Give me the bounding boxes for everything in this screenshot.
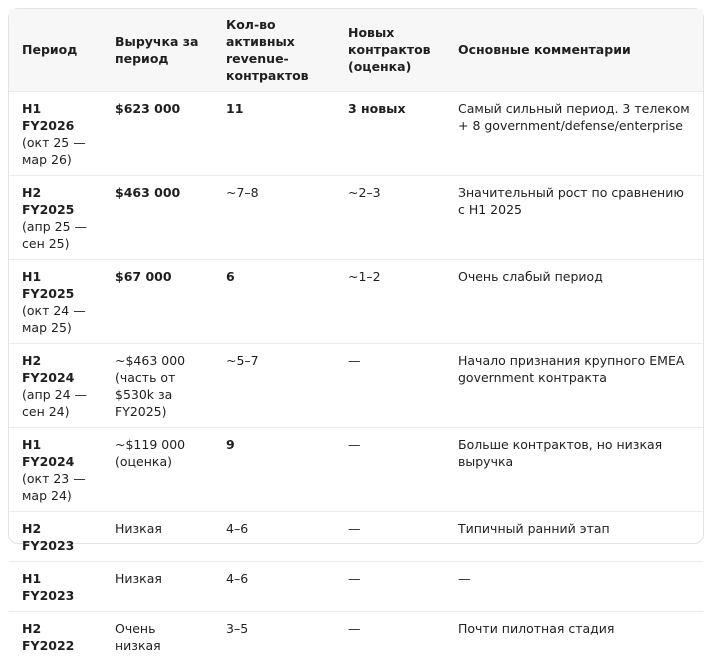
period-label: H2 FY2023 (22, 520, 75, 553)
cell-revenue: $67 000 (102, 259, 213, 343)
cell-period (9, 611, 102, 661)
cell-comment: Типичный ранний этап (445, 511, 703, 561)
header-row (9, 9, 703, 91)
cell-period (9, 427, 102, 511)
period-label: H2 FY2022 (22, 620, 75, 653)
cell-new-contracts: — (335, 561, 445, 611)
table-row (9, 259, 703, 343)
cell-new-contracts: — (335, 343, 445, 427)
cell-revenue: ~$463 000 (часть от $530k за FY2025) (102, 343, 213, 427)
table-row (9, 611, 703, 661)
cell-active-contracts: ~7–8 (213, 175, 335, 259)
cell-active-contracts: 11 (213, 91, 335, 175)
table-row (9, 343, 703, 427)
cell-comment: Очень слабый период (445, 259, 703, 343)
revenue-table (9, 9, 703, 661)
period-label: H2 FY2024 (22, 352, 75, 385)
table-row (9, 561, 703, 611)
cell-new-contracts: — (335, 611, 445, 661)
cell-comment: Значительный рост по сравнению с H1 2025 (445, 175, 703, 259)
cell-new-contracts: — (335, 427, 445, 511)
table-row (9, 91, 703, 175)
cell-active-contracts: 4–6 (213, 561, 335, 611)
cell-active-contracts: 4–6 (213, 511, 335, 561)
period-label: H2 FY2025 (22, 184, 75, 217)
period-range: (окт 25 — мар 26) (22, 134, 86, 167)
cell-period (9, 561, 102, 611)
cell-active-contracts: 3–5 (213, 611, 335, 661)
cell-comment: Больше контрактов, но низкая выручка (445, 427, 703, 511)
cell-revenue: Низкая (102, 511, 213, 561)
period-label: H1 FY2023 (22, 570, 75, 603)
table-body (9, 91, 703, 661)
period-range: (окт 24 — мар 25) (22, 302, 86, 335)
cell-comment: — (445, 561, 703, 611)
cell-revenue: Низкая (102, 561, 213, 611)
cell-new-contracts: ~2–3 (335, 175, 445, 259)
cell-active-contracts: ~5–7 (213, 343, 335, 427)
header-revenue: Выручка за период (115, 33, 199, 66)
header-comments: Основные комментарии (458, 42, 631, 58)
cell-active-contracts: 6 (213, 259, 335, 343)
cell-active-contracts: 9 (213, 427, 335, 511)
header-new-contracts: Новых контрактов (оценка) (348, 25, 431, 75)
cell-comment: Начало признания крупного EMEA government контракта (445, 343, 703, 427)
cell-revenue: $463 000 (102, 175, 213, 259)
cell-period (9, 511, 102, 561)
period-range: (апр 24 — сен 24) (22, 386, 87, 419)
header-period: Период (22, 42, 78, 58)
table-header (9, 9, 703, 91)
cell-revenue: ~$119 000 (оценка) (102, 427, 213, 511)
table-container (8, 8, 704, 653)
cell-period (9, 259, 102, 343)
cell-revenue: $623 000 (102, 91, 213, 175)
header-active-contracts: Кол-во активных revenue-контрактов (226, 16, 309, 83)
cell-new-contracts: 3 новых (335, 91, 445, 175)
cell-comment: Самый сильный период. 3 телеком + 8 government/defense/enterprise (445, 91, 703, 175)
table-row (9, 175, 703, 259)
period-range: (апр 25 — сен 25) (22, 218, 87, 251)
cell-new-contracts: — (335, 511, 445, 561)
cell-revenue: Очень низкая (102, 611, 213, 661)
period-range: (окт 23 — мар 24) (22, 470, 86, 503)
period-label: H1 FY2026 (22, 100, 75, 133)
cell-new-contracts: ~1–2 (335, 259, 445, 343)
cell-comment: Почти пилотная стадия (445, 611, 703, 661)
period-label: H1 FY2024 (22, 436, 75, 469)
cell-period (9, 91, 102, 175)
cell-period (9, 175, 102, 259)
period-label: H1 FY2025 (22, 268, 75, 301)
cell-period (9, 343, 102, 427)
table-row (9, 511, 703, 561)
table-row (9, 427, 703, 511)
